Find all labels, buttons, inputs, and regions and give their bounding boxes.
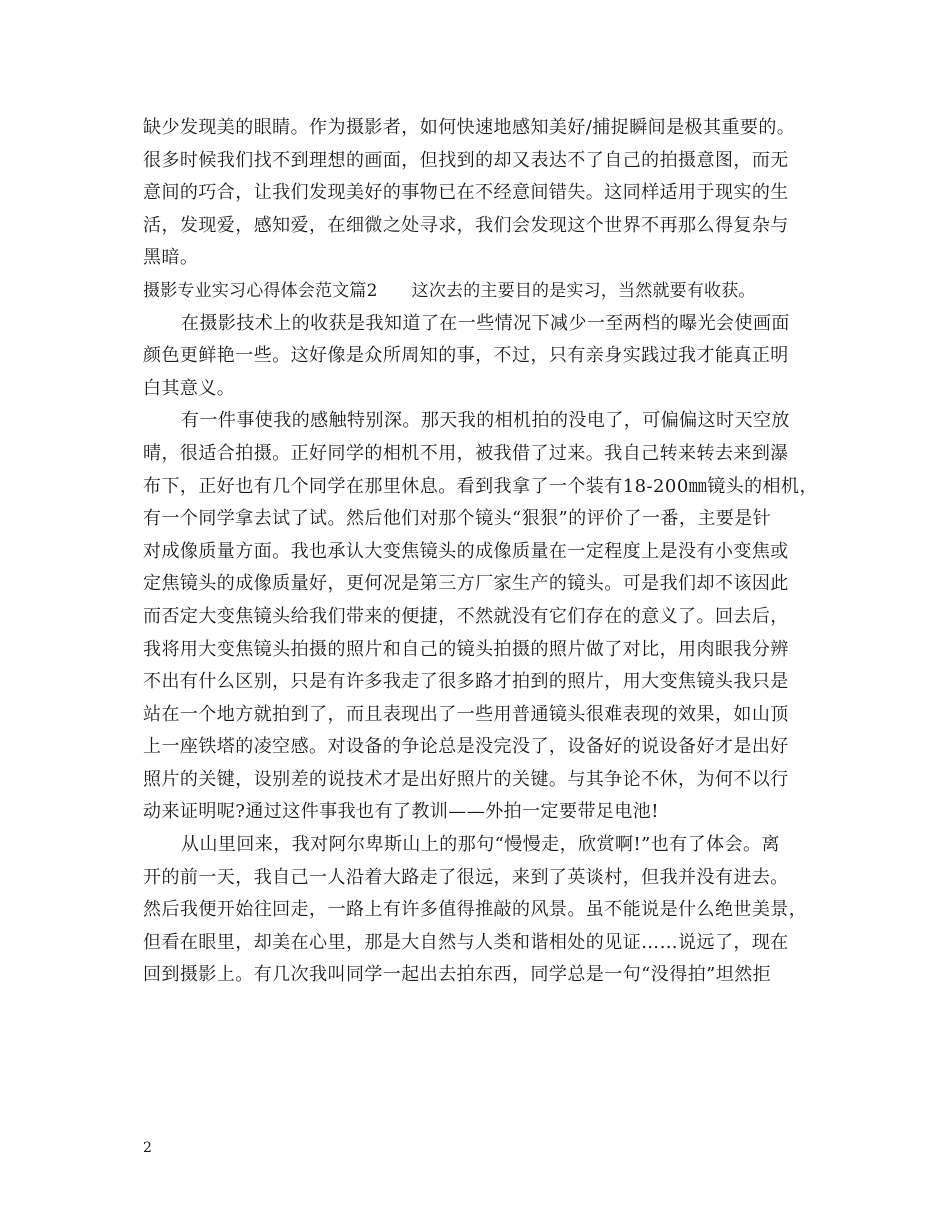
text-line: 缺少发现美的眼睛。作为摄影者，如何快速地感知美好/捕捉瞬间是极其重要的。 — [143, 117, 796, 138]
document-body — [143, 112, 818, 992]
text-line: 从山里回来，我对阿尔卑斯山上的那句“慢慢走，欣赏啊!”也有了体会。离 — [181, 834, 780, 856]
text-line: 不出有什么区别，只是有许多我走了很多路才拍到的照片，用大变焦镜头我只是 — [143, 671, 789, 693]
text-line: 上一座铁塔的凌空感。对设备的争论总是没完没了，设备好的说设备好才是出好 — [143, 736, 789, 758]
paragraph-4 — [143, 829, 813, 992]
paragraph-2 — [143, 308, 813, 406]
text-line: 但看在眼里，却美在心里，那是大自然与人类和谐相处的见证……说远了，现在 — [143, 931, 789, 953]
text-line: 有一个同学拿去试了试。然后他们对那个镜头“狠狠”的评价了一番，主要是针 — [143, 508, 772, 530]
section-title: 摄影专业实习心得体会范文篇2 — [143, 280, 378, 301]
text-line: 回到摄影上。有几次我叫同学一起出去拍东西，同学总是一句“没得拍”坦然拒 — [143, 964, 772, 986]
paragraph-3 — [143, 405, 818, 829]
text-line: 站在一个地方就拍到了，而且表现出了一些用普通镜头很难表现的效果，如山顶 — [143, 703, 789, 725]
text-line: 在摄影技术上的收获是我知道了在一些情况下减少一至两档的曝光会使画面 — [181, 312, 790, 334]
text-line: 意间的巧合，让我们发现美好的事物已在不经意间错失。这同样适用于现实的生 — [143, 182, 789, 204]
text-line: 我将用大变焦镜头拍摄的照片和自己的镜头拍摄的照片做了对比，用肉眼我分辨 — [143, 638, 789, 660]
paragraph-1 — [143, 112, 813, 275]
text-line: 晴，很适合拍摄。正好同学的相机不用，被我借了过来。我自己转来转去来到瀑 — [143, 442, 789, 464]
text-line: 然后我便开始往回走，一路上有许多值得推敲的风景。虽不能说是什么绝世美景， — [143, 899, 808, 921]
section-heading — [143, 275, 813, 308]
text-line: 颜色更鲜艳一些。这好像是众所周知的事，不过，只有亲身实践过我才能真正明 — [143, 345, 789, 367]
text-line: 对成像质量方面。我也承认大变焦镜头的成像质量在一定程度上是没有小变焦或 — [143, 540, 789, 562]
text-line: 黑暗。 — [143, 247, 199, 269]
text-line: 动来证明呢?通过这件事我也有了教训——外拍一定要带足电池! — [143, 801, 659, 823]
page-number: 2 — [143, 1140, 152, 1156]
text-line: 很多时候我们找不到理想的画面，但找到的却又表达不了自己的拍摄意图，而无 — [143, 149, 789, 171]
text-line: 有一件事使我的感触特别深。那天我的相机拍的没电了，可偏偏这时天空放 — [181, 410, 790, 432]
text-line: 照片的关键，设别差的说技术才是出好照片的关键。与其争论不休，为何不以行 — [143, 768, 789, 790]
text-line: 布下，正好也有几个同学在那里休息。看到我拿了一个装有18-200㎜镜头的相机， — [143, 475, 818, 497]
text-line: 而否定大变焦镜头给我们带来的便捷，不然就没有它们存在的意义了。回去后， — [143, 605, 789, 627]
text-line: 定焦镜头的成像质量好，更何况是第三方厂家生产的镜头。可是我们却不该因此 — [143, 573, 789, 595]
text-line: 白其意义。 — [143, 377, 236, 399]
text-line: 活，发现爱，感知爱，在细微之处寻求，我们会发现这个世界不再那么得复杂与 — [143, 214, 789, 236]
section-lead: 这次去的主要目的是实习，当然就要有收获。 — [411, 280, 756, 301]
text-line: 开的前一天，我自己一人沿着大路走了很远，来到了英谈村，但我并没有进去。 — [143, 866, 789, 888]
